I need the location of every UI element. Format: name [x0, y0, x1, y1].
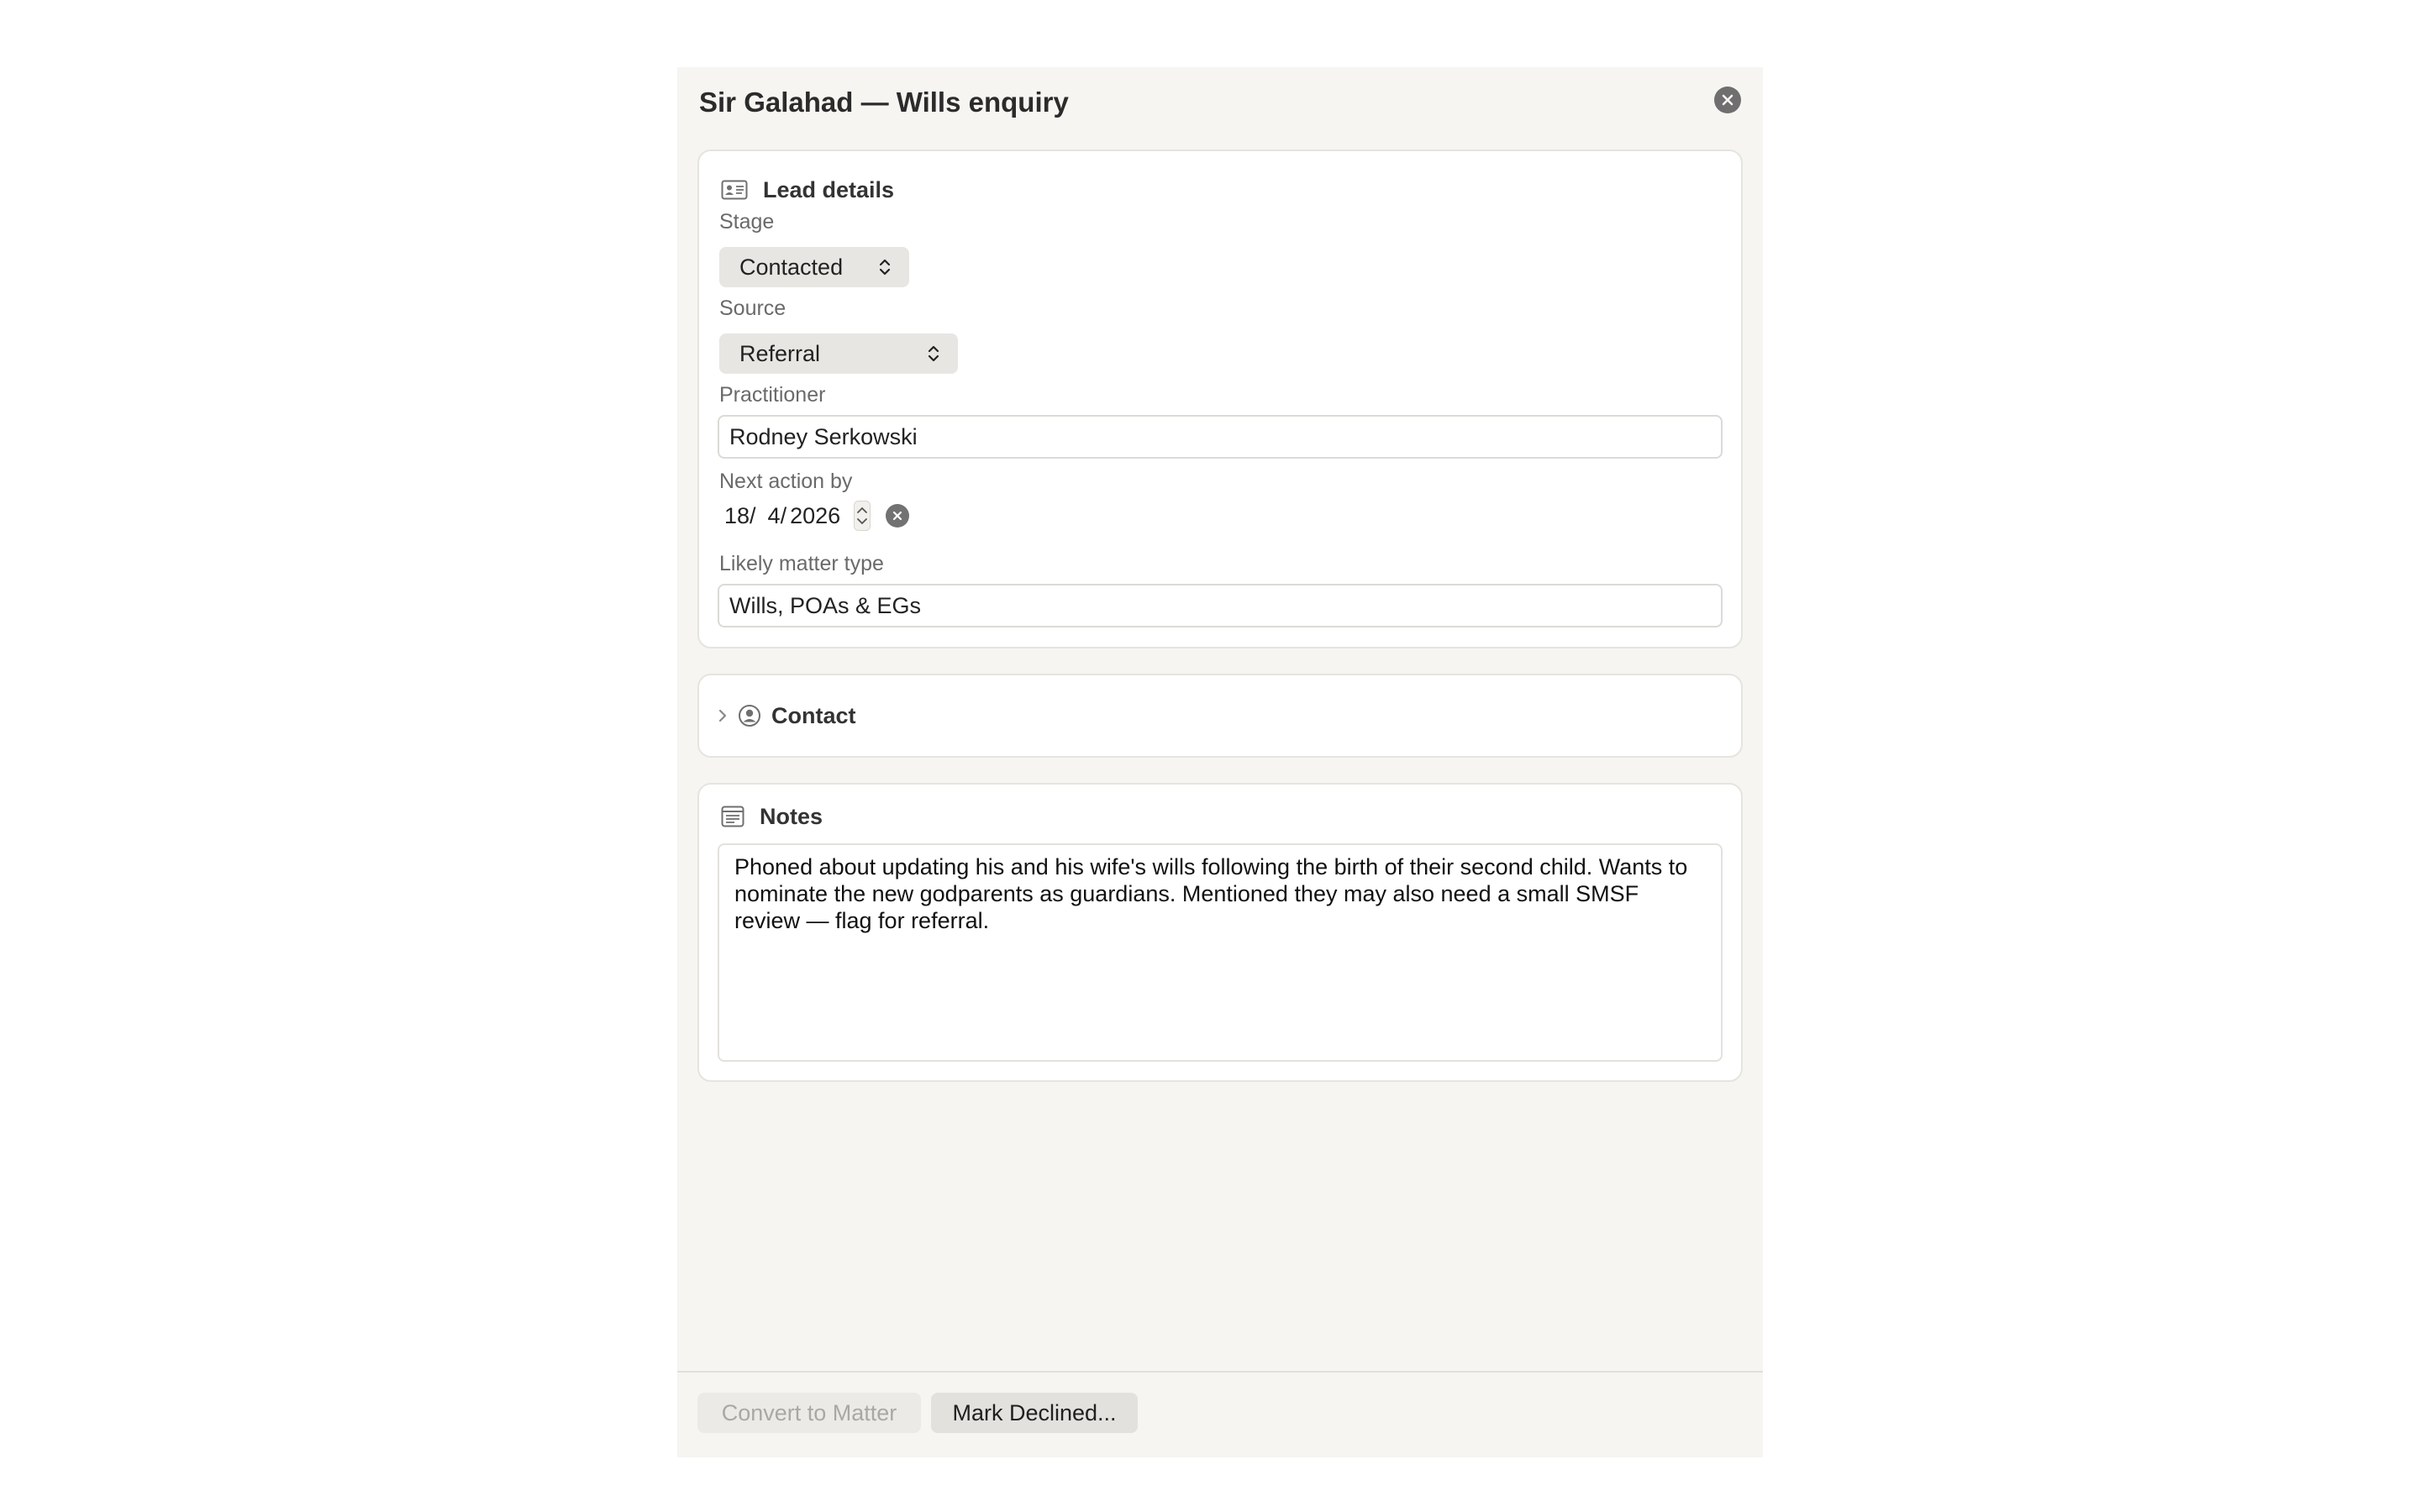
source-value: Referral	[739, 340, 821, 366]
lead-details-card	[697, 150, 1743, 648]
lead-details-header	[721, 173, 894, 207]
id-card-icon	[721, 180, 748, 200]
notes-textarea[interactable]: Phoned about updating his and his wife's wills following the birth of their second child. Wants to nominate the new godparents as guardians. Mentioned they may also need a small SMSF review — flag for referral.	[718, 843, 1723, 1062]
lead-details-title: Lead details	[763, 176, 895, 202]
mark-declined-button[interactable]: Mark Declined...	[931, 1393, 1138, 1433]
source-select[interactable]	[719, 333, 958, 374]
next-action-date-picker[interactable]	[723, 497, 909, 534]
date-year[interactable]: 2026	[790, 502, 841, 528]
practitioner-label: Practitioner	[719, 383, 826, 407]
stepper-arrows-icon	[854, 501, 871, 531]
chevron-right-icon[interactable]	[718, 707, 728, 724]
date-stepper[interactable]	[854, 501, 871, 531]
close-button[interactable]	[1714, 87, 1741, 113]
next-action-label: Next action by	[719, 470, 853, 493]
stage-label: Stage	[719, 210, 775, 234]
date-day[interactable]: 18/	[724, 502, 756, 528]
date-clear-button[interactable]	[886, 504, 909, 528]
matter-type-label: Likely matter type	[719, 552, 884, 575]
convert-to-matter-button[interactable]: Convert to Matter	[697, 1393, 921, 1433]
contact-title: Contact	[771, 702, 856, 728]
notes-icon	[721, 806, 744, 827]
notes-title: Notes	[760, 803, 823, 829]
sheet-footer	[677, 1371, 1763, 1457]
sheet-title: Sir Galahad — Wills enquiry	[699, 87, 1069, 118]
stage-value: Contacted	[739, 254, 844, 280]
close-icon	[1722, 94, 1733, 106]
clear-icon	[892, 511, 902, 521]
contact-card[interactable]	[697, 674, 1743, 758]
stage-select[interactable]	[719, 247, 909, 287]
lead-sheet	[677, 67, 1763, 1457]
notes-header	[721, 800, 823, 833]
person-circle-icon	[738, 704, 761, 727]
contact-header[interactable]	[718, 699, 856, 732]
chevron-updown-icon	[879, 258, 891, 276]
notes-card	[697, 783, 1743, 1082]
practitioner-field[interactable]	[718, 415, 1723, 459]
chevron-updown-icon	[928, 344, 939, 363]
date-month[interactable]: 4/	[767, 502, 787, 528]
source-label: Source	[719, 297, 786, 320]
matter-type-field[interactable]	[718, 584, 1723, 627]
